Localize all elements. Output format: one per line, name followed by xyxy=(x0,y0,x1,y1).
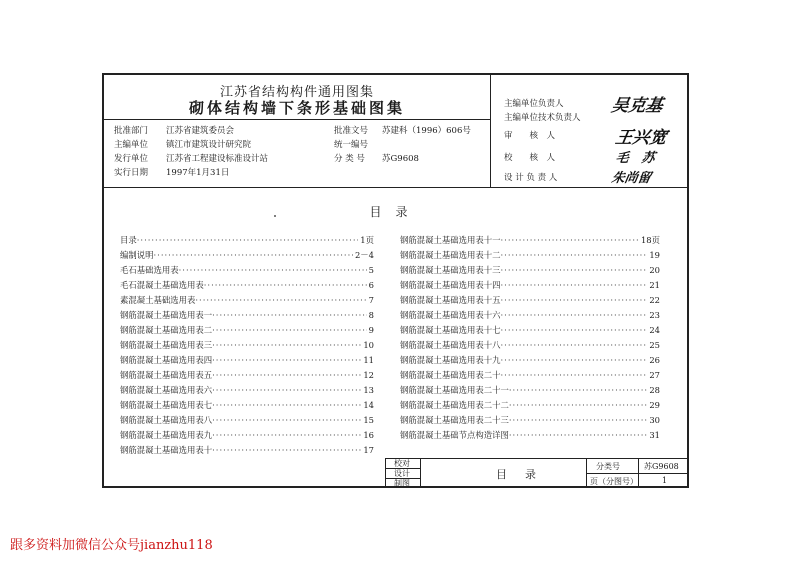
leader-dots xyxy=(501,338,648,353)
toc-label: 钢筋混凝土基础选用表十九 xyxy=(400,355,501,365)
info-key: 发行单位 xyxy=(114,154,149,164)
toc-page: 28 xyxy=(649,385,660,395)
toc-page: 17 xyxy=(363,445,374,455)
info-value: 1997年1月31日 xyxy=(166,168,230,178)
leader-dots xyxy=(501,263,648,278)
class-label: 分类号 xyxy=(596,462,620,471)
toc-entry xyxy=(400,278,660,293)
info-key: 批准部门 xyxy=(114,126,149,136)
leader-dots xyxy=(212,353,361,368)
toc-entry xyxy=(400,428,660,443)
toc-label: 钢筋混凝土基础选用表十七 xyxy=(400,325,501,335)
toc-label: 毛石基础选用表 xyxy=(120,265,179,275)
toc-page: 29 xyxy=(649,400,660,410)
signature-role: 主编单位技术负责人 xyxy=(504,113,581,123)
info-value: 江苏省工程建设标准设计站 xyxy=(166,154,269,164)
toc-entry xyxy=(400,353,660,368)
toc-page: 10 xyxy=(363,340,374,350)
info-key: 统一编号 xyxy=(334,140,369,150)
toc-entry xyxy=(120,338,374,353)
divider xyxy=(104,119,490,120)
toc-page: 24 xyxy=(649,325,660,335)
toc-page: 16 xyxy=(363,430,374,440)
toc-label: 钢筋混凝土基础选用表六 xyxy=(120,385,213,395)
toc-page: 31 xyxy=(649,430,660,440)
page-value: 1 xyxy=(662,476,668,485)
toc-page: 19 xyxy=(649,250,660,260)
class-value: 苏G9608 xyxy=(644,462,679,471)
info-value: 镇江市建筑设计研究院 xyxy=(166,140,252,150)
info-value: 江苏省建筑委员会 xyxy=(166,126,235,136)
toc-entry xyxy=(120,413,374,428)
toc-entry xyxy=(400,323,660,338)
info-key: 批准文号 xyxy=(334,126,369,136)
toc-page: 13 xyxy=(363,385,374,395)
toc-entry xyxy=(400,398,660,413)
signature-role: 主编单位负责人 xyxy=(504,99,564,109)
leader-dots xyxy=(212,308,367,323)
toc-page: 12 xyxy=(363,370,374,380)
toc-entry xyxy=(120,248,374,263)
toc-entry xyxy=(120,323,374,338)
divider xyxy=(420,459,421,486)
leader-dots xyxy=(212,323,367,338)
leader-dots xyxy=(501,233,639,248)
toc-label: 钢筋混凝土基础选用表二十 xyxy=(400,370,501,380)
toc-page: 26 xyxy=(649,355,660,365)
toc-page: 27 xyxy=(649,370,660,380)
drawing-sheet xyxy=(102,73,689,488)
toc-page: 1页 xyxy=(360,235,374,245)
toc-page: 21 xyxy=(649,280,660,290)
toc-entry xyxy=(400,263,660,278)
toc-label: 钢筋混凝土基础选用表二 xyxy=(120,325,213,335)
leader-dots xyxy=(509,428,647,443)
leader-dots xyxy=(212,413,361,428)
signature-handwritten: 王兴宽 xyxy=(613,128,669,148)
toc-label: 钢筋混凝土基础选用表十五 xyxy=(400,295,501,305)
toc-entry xyxy=(120,233,374,248)
footer-role: 校对 xyxy=(394,459,410,468)
toc-label: 钢筋混凝土基础选用表九 xyxy=(120,430,213,440)
watermark-text: 跟多资料加微信公众号jianzhu118 xyxy=(10,538,213,553)
leader-dots xyxy=(137,233,359,248)
toc-column-left xyxy=(120,233,374,458)
toc-label: 钢筋混凝土基础选用表十二 xyxy=(400,250,501,260)
toc-entry xyxy=(120,293,374,308)
toc-page: 18页 xyxy=(640,235,660,245)
toc-label: 编制说明 xyxy=(120,250,154,260)
toc-label: 钢筋混凝土基础选用表八 xyxy=(120,415,213,425)
toc-page: 23 xyxy=(649,310,660,320)
series-title: 江苏省结构构件通用图集 xyxy=(219,85,374,100)
leader-dots xyxy=(501,293,648,308)
toc-entry xyxy=(400,293,660,308)
signature-handwritten: 毛 苏 xyxy=(614,151,656,166)
toc-entry xyxy=(120,428,374,443)
toc-entry xyxy=(120,278,374,293)
toc-entry xyxy=(120,368,374,383)
atlas-title: 砌体结构墙下条形基础图集 xyxy=(188,99,405,117)
signature-role: 审 核 人 xyxy=(504,131,556,141)
toc-label: 钢筋混凝土基础选用表一 xyxy=(120,310,213,320)
info-value: 苏G9608 xyxy=(382,154,419,164)
toc-entry xyxy=(400,308,660,323)
info-key: 主编单位 xyxy=(114,140,149,150)
toc-label: 钢筋混凝土基础选用表十四 xyxy=(400,280,501,290)
footer-title: 目录 xyxy=(496,468,554,481)
leader-dots xyxy=(212,338,361,353)
toc-page: 5 xyxy=(368,265,374,275)
toc-page: 6 xyxy=(368,280,374,290)
toc-entry xyxy=(400,383,660,398)
toc-label: 钢筋混凝土基础选用表十一 xyxy=(400,235,501,245)
footer-title-block xyxy=(385,458,687,486)
toc-entry xyxy=(120,263,374,278)
leader-dots xyxy=(212,368,361,383)
toc-page: 20 xyxy=(649,265,660,275)
leader-dots xyxy=(212,443,361,458)
toc-page: 22 xyxy=(649,295,660,305)
leader-dots xyxy=(509,398,647,413)
toc-label: 素混凝土基础选用表 xyxy=(120,295,196,305)
toc-page: 2－4 xyxy=(354,250,374,260)
toc-label: 钢筋混凝土基础选用表四 xyxy=(120,355,213,365)
toc-entry xyxy=(120,383,374,398)
toc-label: 钢筋混凝土基础选用表五 xyxy=(120,370,213,380)
toc-label: 钢筋混凝土基础选用表十 xyxy=(120,445,213,455)
leader-dots xyxy=(501,353,648,368)
leader-dots xyxy=(509,413,647,428)
toc-page: 9 xyxy=(368,325,374,335)
leader-dots xyxy=(179,263,367,278)
toc-label: 钢筋混凝土基础选用表十三 xyxy=(400,265,501,275)
divider xyxy=(586,473,687,474)
toc-label: 钢筋混凝土基础选用表二十二 xyxy=(400,400,509,410)
toc-label: 钢筋混凝土基础选用表二十三 xyxy=(400,415,509,425)
toc-label: 钢筋混凝土基础选用表七 xyxy=(120,400,213,410)
toc-page: 7 xyxy=(368,295,374,305)
toc-page: 11 xyxy=(363,355,374,365)
toc-entry xyxy=(120,308,374,323)
toc-page: 30 xyxy=(649,415,660,425)
leader-dots xyxy=(501,368,648,383)
info-key: 实行日期 xyxy=(114,168,149,178)
toc-entry xyxy=(400,338,660,353)
toc-entry xyxy=(120,443,374,458)
signature-block xyxy=(492,75,687,187)
leader-dots xyxy=(154,248,353,263)
toc-label: 钢筋混凝土基础选用表三 xyxy=(120,340,213,350)
toc-page: 8 xyxy=(368,310,374,320)
toc-column-right xyxy=(400,233,660,443)
toc-entry xyxy=(400,368,660,383)
toc-label: 目录 xyxy=(120,235,137,245)
leader-dots xyxy=(212,398,361,413)
leader-dots xyxy=(501,278,648,293)
signature-role: 设 计 负 责 人 xyxy=(504,173,558,183)
leader-dots xyxy=(501,308,648,323)
toc-label: 钢筋混凝土基础节点构造详图 xyxy=(400,430,509,440)
toc-page: 25 xyxy=(649,340,660,350)
toc-entry xyxy=(120,353,374,368)
atlas-info xyxy=(104,75,491,187)
signature-role: 校 核 人 xyxy=(504,153,556,163)
signature-handwritten: 吴克基 xyxy=(609,96,665,116)
toc-label: 钢筋混凝土基础选用表十六 xyxy=(400,310,501,320)
leader-dots xyxy=(509,383,647,398)
toc-label: 钢筋混凝土基础选用表十八 xyxy=(400,340,501,350)
page-label: 页（分图号） xyxy=(590,477,638,486)
info-key: 分 类 号 xyxy=(334,154,365,164)
toc-entry xyxy=(400,413,660,428)
footer-role: 设计 xyxy=(394,469,410,478)
info-value: 苏建科（1996）606号 xyxy=(382,126,471,136)
leader-dots xyxy=(195,293,366,308)
toc-entry xyxy=(400,233,660,248)
toc-entry xyxy=(400,248,660,263)
toc-page: 14 xyxy=(363,400,374,410)
title-block xyxy=(104,75,687,188)
toc-title: 目录 xyxy=(369,205,422,219)
leader-dots xyxy=(204,278,367,293)
signature-handwritten: 朱尚留 xyxy=(610,171,652,186)
leader-dots xyxy=(212,383,361,398)
toc-entry xyxy=(120,398,374,413)
leader-dots xyxy=(501,323,648,338)
footer-role: 制图 xyxy=(394,479,410,488)
toc-page: 15 xyxy=(363,415,374,425)
leader-dots xyxy=(212,428,361,443)
leader-dots xyxy=(501,248,648,263)
toc-label: 钢筋混凝土基础选用表二十一 xyxy=(400,385,509,395)
toc-label: 毛石混凝土基础选用表 xyxy=(120,280,204,290)
